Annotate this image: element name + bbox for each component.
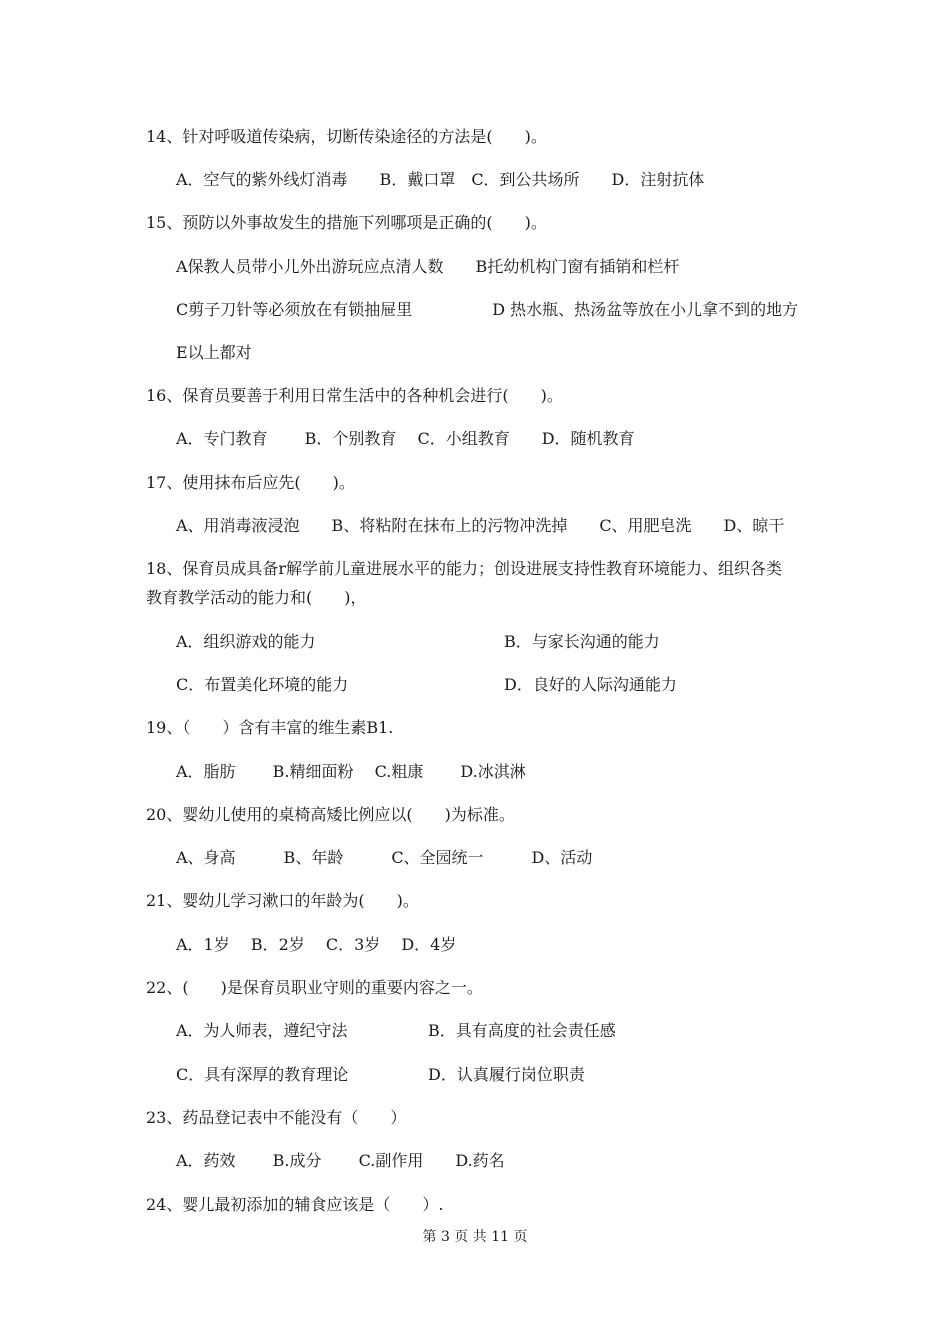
question-16: 16、保育员要善于利用日常生活中的各种机会进行( )。 [146,386,563,405]
question-22-option-c: C．具有深厚的教育理论 [176,1065,349,1084]
question-15-options-line-1: A保教人员带小儿外出游玩应点清人数 B托幼机构门窗有插销和栏杆 [176,257,680,276]
question-17: 17、使用抹布后应先( )。 [146,473,355,492]
question-21: 21、婴幼儿学习漱口的年龄为( )。 [146,891,419,910]
question-22-option-d: D．认真履行岗位职责 [428,1065,585,1084]
question-23: 23、药品登记表中不能没有（ ） [146,1108,407,1127]
question-14: 14、针对呼吸道传染病，切断传染途径的方法是( )。 [146,127,547,146]
question-23-options: A．药效 B.成分 C.副作用 D.药名 [176,1151,505,1170]
question-21-options: A．1岁 B．2岁 C．3岁 D．4岁 [176,935,457,954]
question-22: 22、( )是保育员职业守则的重要内容之一。 [146,978,483,997]
question-14-options: A．空气的紫外线灯消毒 B．戴口罩 C．到公共场所 D．注射抗体 [176,170,705,189]
question-18-option-b: B．与家长沟通的能力 [504,632,660,651]
question-18-line-1: 18、保育员成具备r解学前儿童进展水平的能力；创设进展支持性教育环境能力、组织各类 [146,559,783,578]
question-22-option-a: A．为人师表，遵纪守法 [176,1021,348,1040]
question-22-option-b: B．具有高度的社会责任感 [428,1021,616,1040]
question-15-options-line-2: C剪子刀针等必须放在有锁抽屉里 D 热水瓶、热汤盆等放在小儿拿不到的地方 [176,300,799,319]
question-24: 24、婴儿最初添加的辅食应该是（ ）. [146,1195,444,1214]
question-15: 15、预防以外事故发生的措施下列哪项是正确的( )。 [146,213,547,232]
question-19-options: A．脂肪 B.精细面粉 C.粗康 D.冰淇淋 [176,762,526,781]
question-20: 20、婴幼儿使用的桌椅高矮比例应以( )为标准。 [146,805,515,824]
question-16-options: A．专门教育 B．个别教育 C．小组教育 D．随机教育 [176,429,635,448]
question-18-option-a: A．组织游戏的能力 [176,632,316,651]
question-15-options-line-3: E以上都对 [176,343,252,362]
question-18-option-d: D．良好的人际沟通能力 [504,675,677,694]
question-18-option-c: C．布置美化环境的能力 [176,675,349,694]
question-18-line-2: 教育教学活动的能力和( )， [146,588,367,607]
question-17-options: A、用消毒液浸泡 B、将粘附在抹布上的污物冲洗掉 C、用肥皂洗 D、晾干 [176,516,785,535]
page-footer: 第 3 页 共 11 页 [422,1229,528,1245]
question-19: 19、（ ）含有丰富的维生素B1. [146,718,394,737]
question-20-options: A、身高 B、年龄 C、全园统一 D、活动 [176,848,593,867]
